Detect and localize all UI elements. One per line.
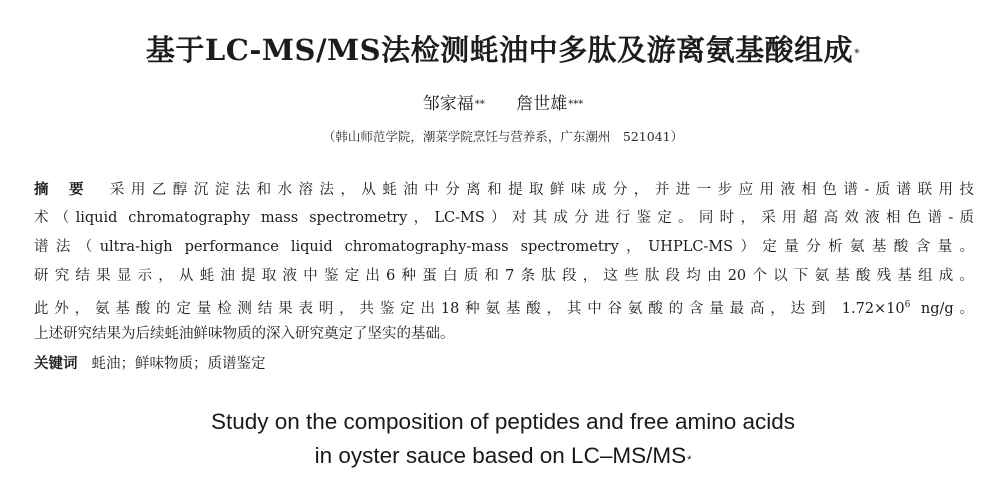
keywords-line: [34, 349, 974, 378]
english-title: [0, 405, 1006, 473]
abstract-text-5-prefix: 此外，氨基酸的定量检测结果表明，共鉴定出18种氨基酸，其中谷氨酸的含量最高，达到 1.72×10: [34, 300, 905, 317]
keywords-value: 蚝油；鲜味物质；质谱鉴定: [91, 356, 266, 372]
title-footnote-mark: *: [854, 47, 861, 60]
english-title-footnote-mark: *: [687, 454, 692, 466]
abstract-label: 摘要: [34, 181, 104, 198]
abstract-line-6: 上述研究结果为后续蚝油鲜味物质的深入研究奠定了坚实的基础。: [34, 326, 455, 342]
chinese-title-text: 基于LC-MS/MS法检测蚝油中多肽及游离氨基酸组成: [145, 33, 854, 67]
author-2: [516, 92, 583, 116]
abstract-line-4: 研究结果显示，从蚝油提取液中鉴定出6种蛋白质和7条肽段，这些肽段均由20个以下氨基酸残基组成。: [34, 268, 974, 284]
author-1-mark: **: [474, 99, 485, 110]
english-title-line-1: Study on the composition of peptides and free amino acids: [210, 409, 796, 434]
author-1-name: 邹家福: [422, 94, 474, 114]
author-1: [423, 92, 485, 116]
abstract-line-5: [34, 291, 974, 320]
author-2-name: 詹世雄: [516, 94, 568, 114]
english-title-line-2-text: in oyster sauce based on LC–MS/MS: [314, 443, 687, 468]
keywords-label: 关键词: [34, 355, 78, 372]
abstract-line-3: 谱法（ultra-high performance liquid chromatography-mass spectrometry，UHPLC-MS）定量分析氨基酸含量。: [34, 239, 974, 255]
affiliation: （韩山师范学院，潮菜学院烹饪与营养系，广东潮州 521041）: [322, 129, 684, 144]
abstract-line-1: [34, 175, 974, 204]
abstract-exponent: 6: [904, 300, 911, 310]
author-2-mark: ***: [568, 99, 584, 110]
abstract: [34, 175, 974, 378]
chinese-title: [0, 30, 1006, 70]
author-list: [0, 92, 1006, 116]
abstract-line-2: 术（liquid chromatography mass spectrometry，LC-MS）对其成分进行鉴定。同时，采用超高效液相色谱-质: [34, 210, 974, 226]
abstract-text-1: 采用乙醇沉淀法和水溶法，从蚝油中分离和提取鲜味成分，并进一步应用液相色谱-质谱联用技: [109, 182, 974, 198]
abstract-text-5-suffix: ng/g。: [910, 300, 974, 317]
english-title-line-2: [0, 439, 1006, 473]
